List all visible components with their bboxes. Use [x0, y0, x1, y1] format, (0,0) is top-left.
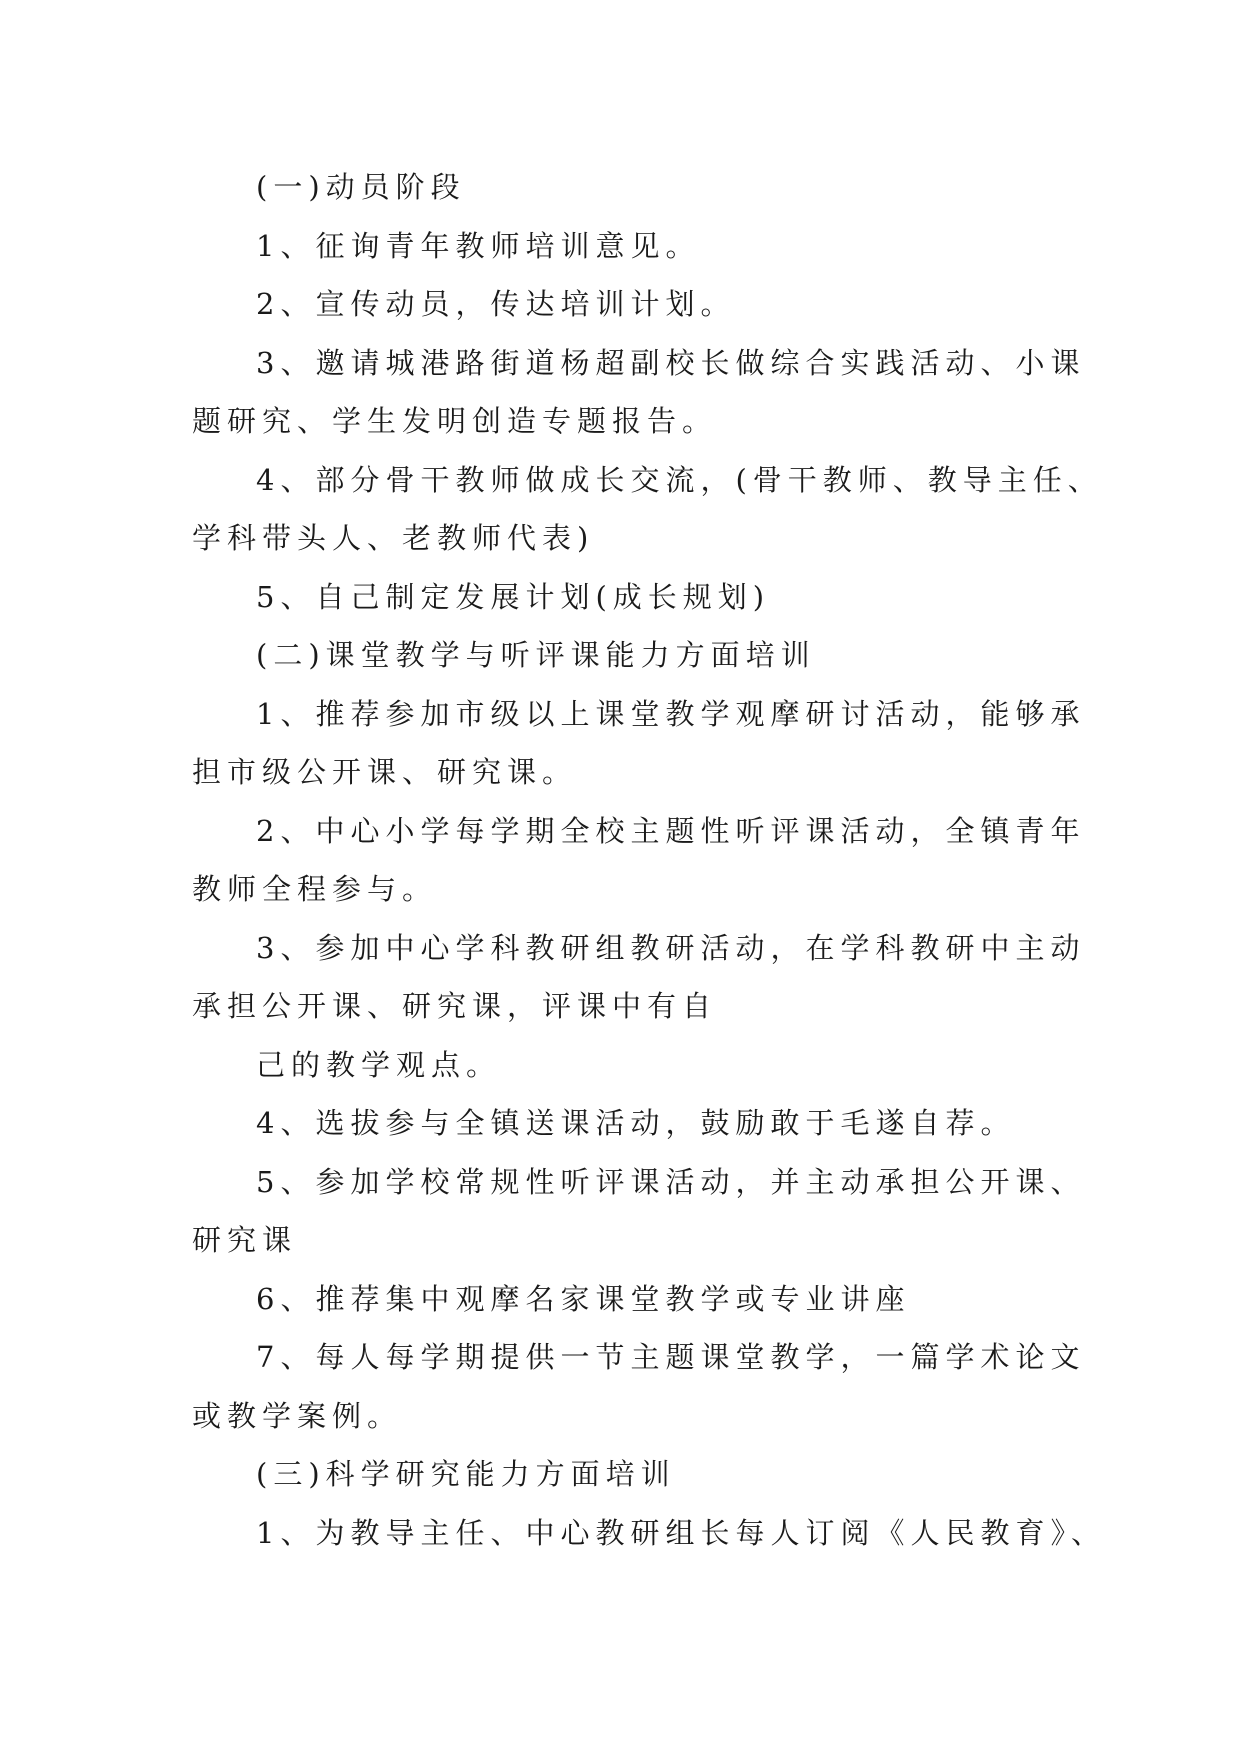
section-heading-mobilization: (一)动员阶段: [256, 170, 466, 204]
paragraph-line: 5、自己制定发展计划(成长规划): [256, 579, 771, 614]
paragraph-line: 或教学案例。: [192, 1398, 403, 1433]
paragraph-line: 学科带头人、老教师代表): [192, 521, 595, 555]
document-body: [192, 158, 1106, 1562]
paragraph-line: 己的教学观点。: [256, 1047, 502, 1082]
paragraph-line: 教师全程参与。: [192, 872, 438, 906]
paragraph-line: 担市级公开课、研究课。: [192, 755, 578, 789]
paragraph-line: 1、推荐参加市级以上课堂教学观摩研讨活动，能够承: [256, 696, 1086, 731]
paragraph-line: 5、参加学校常规性听评课活动，并主动承担公开课、: [256, 1164, 1086, 1199]
paragraph-line: 1、征询青年教师培训意见。: [256, 228, 701, 263]
paragraph-line: 3、参加中心学科教研组教研活动，在学科教研中主动: [256, 930, 1086, 965]
paragraph-line: 7、每人每学期提供一节主题课堂教学，一篇学术论文: [256, 1340, 1086, 1374]
paragraph-line: 题研究、学生发明创造专题报告。: [192, 404, 718, 438]
paragraph-line: 1、为教导主任、中心教研组长每人订阅《人民教育》、: [256, 1515, 1106, 1550]
paragraph-line: 2、宣传动员，传达培训计划。: [256, 287, 736, 321]
paragraph-line: 3、邀请城港路街道杨超副校长做综合实践活动、小课: [256, 345, 1086, 380]
paragraph-line: 4、部分骨干教师做成长交流，(骨干教师、教导主任、: [256, 462, 1103, 497]
paragraph-line: 承担公开课、研究课，评课中有自: [192, 989, 718, 1023]
paragraph-line: 研究课: [192, 1223, 298, 1257]
section-heading-classroom-teaching: (二)课堂教学与听评课能力方面培训: [256, 638, 816, 672]
paragraph-line: 2、中心小学每学期全校主题性听评课活动，全镇青年: [256, 813, 1086, 848]
section-heading-research: (三)科学研究能力方面培训: [256, 1457, 676, 1491]
paragraph-line: 6、推荐集中观摩名家课堂教学或专业讲座: [256, 1281, 911, 1316]
paragraph-line: 4、选拔参与全镇送课活动，鼓励敢于毛遂自荐。: [256, 1106, 1016, 1140]
